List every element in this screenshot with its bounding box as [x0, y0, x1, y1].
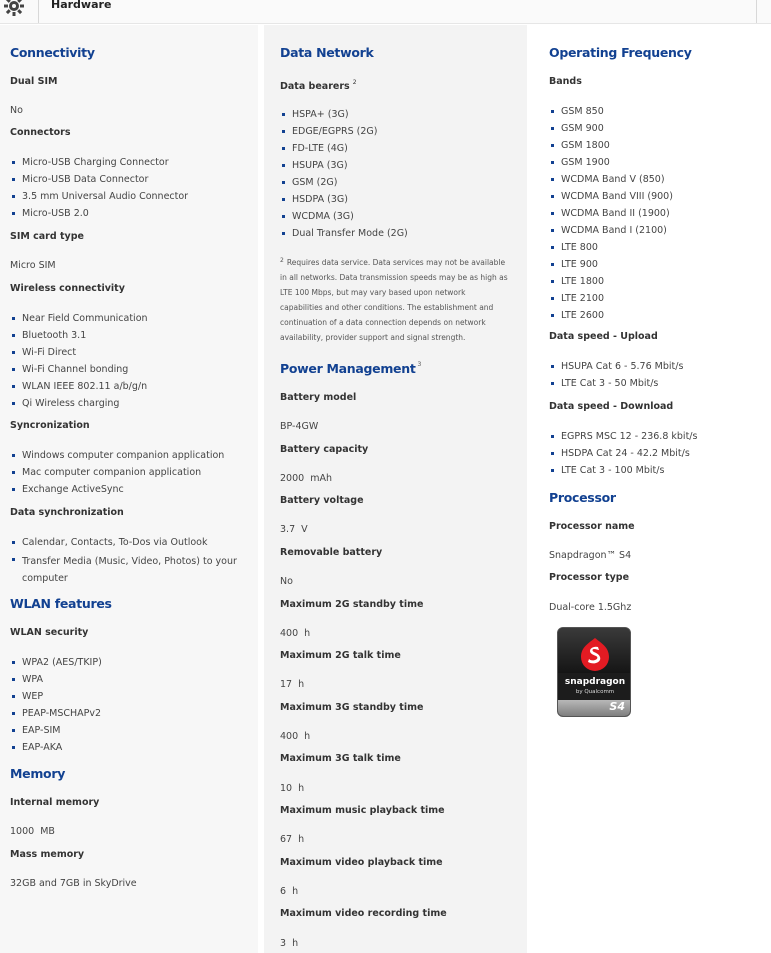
wlan-security-label: WLAN security	[10, 627, 89, 638]
processor-heading: Processor	[549, 490, 616, 505]
list-item: WPA	[10, 673, 102, 690]
battery-capacity-value: 2000 mAh	[280, 473, 332, 484]
removable-battery-label: Removable battery	[280, 547, 383, 558]
connectors-label: Connectors	[10, 127, 71, 138]
download-speed-list	[549, 430, 697, 481]
list-item: LTE Cat 3 - 50 Mbit/s	[549, 377, 683, 394]
badge-byline: by Qualcomm	[575, 689, 615, 695]
mass-memory-label: Mass memory	[10, 849, 85, 860]
list-item: Windows computer companion application	[10, 449, 224, 466]
list-item: WCDMA Band II (1900)	[549, 207, 673, 224]
removable-battery-value: No	[280, 576, 293, 587]
list-item: LTE Cat 3 - 100 Mbit/s	[549, 464, 697, 481]
talk-3g-value: 10 h	[280, 783, 305, 794]
list-item: EGPRS MSC 12 - 236.8 kbit/s	[549, 430, 697, 447]
list-item: FD-LTE (4G)	[280, 142, 408, 159]
list-item: GSM 1900	[549, 156, 673, 173]
list-item: PEAP-MSCHAPv2	[10, 707, 102, 724]
list-item: Micro-USB Data Connector	[10, 173, 188, 190]
list-item: GSM 850	[549, 105, 673, 122]
dual-sim-value: No	[10, 105, 23, 116]
list-item: WLAN IEEE 802.11 a/b/g/n	[10, 380, 148, 397]
talk-2g-label: Maximum 2G talk time	[280, 650, 401, 661]
list-item: EDGE/EGPRS (2G)	[280, 125, 408, 142]
talk-2g-value: 17 h	[280, 679, 305, 690]
section-header-bar	[0, 0, 771, 24]
memory-heading: Memory	[10, 766, 66, 781]
list-item: LTE 2600	[549, 309, 673, 326]
list-item: LTE 900	[549, 258, 673, 275]
music-playback-value: 67 h	[280, 834, 305, 845]
list-item: 3.5 mm Universal Audio Connector	[10, 190, 188, 207]
list-item: HSDPA (3G)	[280, 193, 408, 210]
upload-speed-label: Data speed - Upload	[549, 331, 658, 342]
list-item: WCDMA Band VIII (900)	[549, 190, 673, 207]
list-item: Qi Wireless charging	[10, 397, 148, 414]
standby-3g-label: Maximum 3G standby time	[280, 702, 424, 713]
list-item: Bluetooth 3.1	[10, 329, 148, 346]
sync-list	[10, 449, 224, 500]
upload-speed-list	[549, 360, 683, 394]
talk-3g-label: Maximum 3G talk time	[280, 753, 401, 764]
list-item: Micro-USB 2.0	[10, 207, 188, 224]
sim-type-value: Micro SIM	[10, 260, 56, 271]
download-speed-label: Data speed - Download	[549, 401, 674, 412]
list-item: WEP	[10, 690, 102, 707]
datasync-list	[10, 536, 245, 587]
list-item: Exchange ActiveSync	[10, 483, 224, 500]
video-playback-label: Maximum video playback time	[280, 857, 443, 868]
connectors-list	[10, 156, 188, 224]
list-item: Wi-Fi Channel bonding	[10, 363, 148, 380]
battery-voltage-label: Battery voltage	[280, 495, 364, 506]
power-management-heading: Power Management $^3$	[280, 361, 422, 376]
internal-memory-value: 1000 MB	[10, 826, 55, 837]
operating-frequency-heading: Operating Frequency	[549, 45, 692, 60]
processor-name-label: Processor name	[549, 521, 635, 532]
list-item: Transfer Media (Music, Video, Photos) to your computer	[10, 553, 245, 587]
standby-2g-label: Maximum 2G standby time	[280, 599, 424, 610]
data-bearers-list	[280, 108, 408, 244]
processor-name-value: Snapdragon™ S4	[549, 550, 632, 561]
list-item: LTE 800	[549, 241, 673, 258]
list-item: WCDMA Band V (850)	[549, 173, 673, 190]
data-bearers-label: Data bearers $^2$	[280, 79, 357, 92]
snapdragon-logo-icon	[576, 636, 614, 674]
badge-brand: snapdragon	[564, 677, 626, 687]
list-item: GSM 900	[549, 122, 673, 139]
list-item: HSUPA Cat 6 - 5.76 Mbit/s	[549, 360, 683, 377]
list-item: GSM (2G)	[280, 176, 408, 193]
dual-sim-label: Dual SIM	[10, 76, 58, 87]
list-item: EAP-SIM	[10, 724, 102, 741]
wireless-label: Wireless connectivity	[10, 283, 125, 294]
list-item: Mac computer companion application	[10, 466, 224, 483]
list-item: Calendar, Contacts, To-Dos via Outlook	[10, 536, 245, 553]
sim-type-label: SIM card type	[10, 231, 84, 242]
internal-memory-label: Internal memory	[10, 797, 100, 808]
list-item: WCDMA (3G)	[280, 210, 408, 227]
header-divider-right	[756, 0, 757, 23]
header-divider	[38, 0, 39, 23]
music-playback-label: Maximum music playback time	[280, 805, 445, 816]
video-playback-value: 6 h	[280, 886, 299, 897]
data-network-heading: Data Network	[280, 45, 374, 60]
video-recording-label: Maximum video recording time	[280, 908, 447, 919]
data-footnote: $^2$ Requires data service. Data services may not be available in all networks. Data transmission speeds may be as high as LTE 100 Mbps, but may vary based upon network capabilities and other conditions. The establishment and continuation of a data connection depends on network availability, provider support and signal strength.	[280, 257, 508, 342]
processor-type-label: Processor type	[549, 572, 630, 583]
mass-memory-value: 32GB and 7GB in SkyDrive	[10, 878, 137, 889]
video-recording-value: 3 h	[280, 938, 299, 949]
list-item: Wi-Fi Direct	[10, 346, 148, 363]
connectivity-heading: Connectivity	[10, 45, 95, 60]
list-item: HSPA+ (3G)	[280, 108, 408, 125]
snapdragon-badge	[557, 627, 631, 717]
list-item: Dual Transfer Mode (2G)	[280, 227, 408, 244]
list-item: Micro-USB Charging Connector	[10, 156, 188, 173]
list-item: Near Field Communication	[10, 312, 148, 329]
wlan-heading: WLAN features	[10, 596, 112, 611]
list-item: WCDMA Band I (2100)	[549, 224, 673, 241]
list-item: LTE 1800	[549, 275, 673, 292]
section-title[interactable]: Hardware	[51, 0, 112, 11]
processor-type-value: Dual-core 1.5Ghz	[549, 602, 632, 613]
list-item: LTE 2100	[549, 292, 673, 309]
standby-3g-value: 400 h	[280, 731, 311, 742]
wlan-security-list	[10, 656, 102, 758]
datasync-label: Data synchronization	[10, 507, 124, 518]
list-item: WPA2 (AES/TKIP)	[10, 656, 102, 673]
list-item: HSDPA Cat 24 - 42.2 Mbit/s	[549, 447, 697, 464]
list-item: HSUPA (3G)	[280, 159, 408, 176]
battery-model-value: BP-4GW	[280, 421, 319, 432]
sync-label: Syncronization	[10, 420, 90, 431]
wireless-list	[10, 312, 148, 414]
battery-capacity-label: Battery capacity	[280, 444, 369, 455]
gear-icon[interactable]	[2, 0, 26, 18]
bands-list	[549, 105, 673, 326]
battery-model-label: Battery model	[280, 392, 357, 403]
bands-label: Bands	[549, 76, 582, 87]
list-item: GSM 1800	[549, 139, 673, 156]
standby-2g-value: 400 h	[280, 628, 311, 639]
list-item: EAP-AKA	[10, 741, 102, 758]
badge-model: S4	[609, 700, 625, 713]
battery-voltage-value: 3.7 V	[280, 524, 308, 535]
